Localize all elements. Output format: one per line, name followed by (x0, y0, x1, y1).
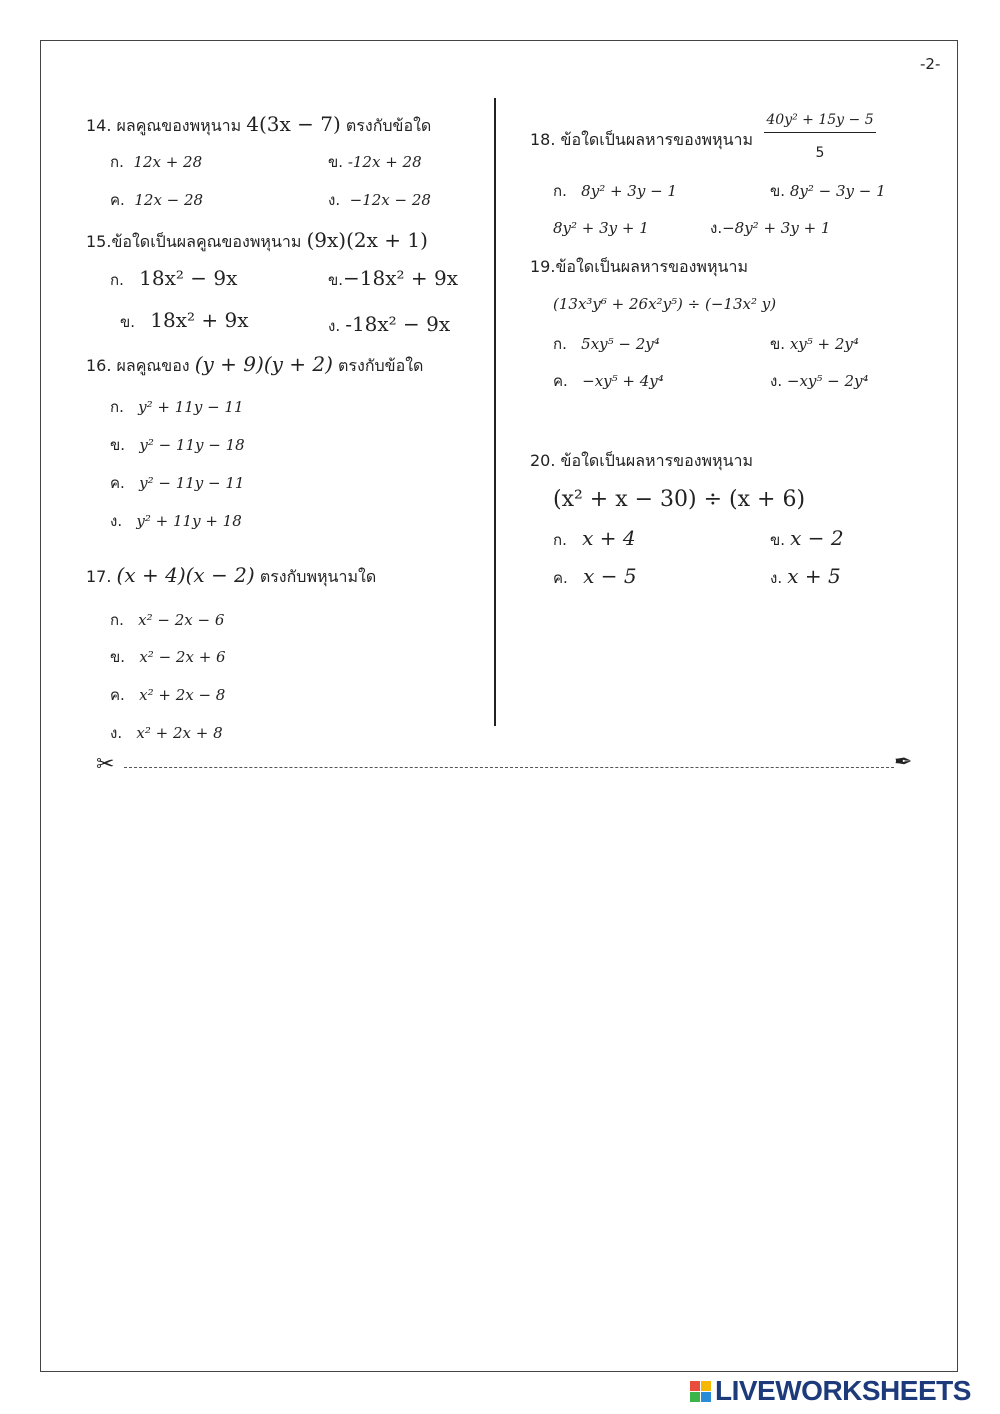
question-14-expression: 4(3x − 7) (246, 112, 341, 136)
option-value: y² + 11y + 18 (136, 512, 242, 530)
q15-option-b[interactable] (328, 268, 458, 290)
question-20 (530, 451, 753, 471)
question-16-expression: (y + 9)(y + 2) (194, 352, 333, 376)
option-value: −8y² + 3y + 1 (722, 219, 831, 237)
q16-option-c[interactable] (110, 473, 244, 493)
option-label: ก. (110, 153, 124, 171)
logo-text: LIVEWORKSHEETS (715, 1375, 971, 1406)
logo-block (701, 1392, 711, 1402)
question-14-text: 14. ผลคูณของพหุนาม (86, 116, 242, 135)
q20-option-c[interactable] (553, 566, 637, 588)
option-value: −12x − 28 (349, 191, 431, 209)
q16-option-d[interactable] (110, 511, 242, 531)
option-label: ง. (328, 317, 341, 335)
option-label: ง. (110, 512, 123, 530)
question-18-fraction (764, 112, 876, 161)
logo-block (690, 1381, 700, 1391)
option-value: x² − 2x + 6 (139, 648, 226, 666)
option-label: ก. (110, 611, 124, 629)
option-label: ก. (110, 398, 124, 416)
question-19 (530, 257, 748, 277)
question-20-text: 20. ข้อใดเป็นผลหารของพหุนาม (530, 451, 754, 470)
q19-option-d[interactable] (770, 371, 869, 391)
option-label: ค. (110, 686, 125, 704)
question-17-text: 17. (86, 567, 112, 586)
q18-option-a[interactable] (553, 181, 677, 201)
expression-text: (13x³y⁶ + 26x²y⁵) ÷ (−13x² y) (553, 295, 777, 313)
fraction-denominator: 5 (815, 145, 825, 161)
option-value: 8y² − 3y − 1 (789, 182, 886, 200)
question-17 (86, 565, 376, 587)
option-label: ข. (328, 153, 344, 171)
q18-option-c[interactable] (553, 218, 649, 238)
logo-mark-icon (690, 1381, 711, 1402)
q20-option-b[interactable] (770, 528, 844, 550)
option-value: x² + 2x + 8 (136, 724, 223, 742)
question-16-text: 16. ผลคูณของ (86, 356, 190, 375)
logo-block (690, 1392, 700, 1402)
option-value: y² + 11y − 11 (138, 398, 244, 416)
option-value: x − 5 (583, 564, 637, 588)
option-value: -18x² − 9x (345, 312, 451, 336)
option-label: ข. (120, 313, 136, 331)
option-label: ก. (553, 531, 567, 549)
q15-option-c[interactable] (120, 310, 249, 332)
option-value: 18x² + 9x (150, 308, 249, 332)
q19-option-a[interactable] (553, 334, 660, 354)
option-label: ก. (110, 271, 124, 289)
q20-option-d[interactable] (770, 566, 841, 588)
q14-option-b[interactable] (328, 152, 422, 172)
question-16-suffix: ตรงกับข้อใด (338, 356, 424, 375)
fraction-numerator: 40y² + 15y − 5 (764, 112, 876, 133)
option-value: x + 4 (582, 526, 636, 550)
option-value: x² − 2x − 6 (138, 611, 225, 629)
q15-option-a[interactable] (110, 268, 237, 290)
question-18-text: 18. ข้อใดเป็นผลหารของพหุนาม (530, 130, 754, 149)
q17-option-a[interactable] (110, 610, 224, 630)
question-19-expression (553, 294, 776, 314)
question-16 (86, 354, 423, 376)
option-value: x² + 2x − 8 (139, 686, 226, 704)
option-label: ค. (553, 569, 568, 587)
option-label: ค. (110, 191, 125, 209)
option-value: −xy⁵ + 4y⁴ (582, 372, 664, 390)
q19-option-c[interactable] (553, 371, 664, 391)
option-value: xy⁵ + 2y⁴ (789, 335, 859, 353)
q17-option-c[interactable] (110, 685, 225, 705)
option-value: 12x − 28 (134, 191, 204, 209)
question-15-text: 15.ข้อใดเป็นผลคูณของพหุนาม (86, 232, 302, 251)
option-label: ค. (110, 474, 125, 492)
option-label: ข. (328, 271, 344, 289)
q20-option-a[interactable] (553, 528, 636, 550)
liveworksheets-logo (690, 1376, 971, 1406)
question-20-expression (553, 487, 805, 513)
question-17-expression: (x + 4)(x − 2) (116, 563, 255, 587)
option-label: ง. (770, 569, 783, 587)
q14-option-a[interactable] (110, 152, 202, 172)
option-value: x + 5 (787, 564, 841, 588)
q19-option-b[interactable] (770, 334, 859, 354)
logo-block (701, 1381, 711, 1391)
question-18 (530, 130, 753, 150)
q15-option-d[interactable] (328, 314, 450, 336)
cut-line (124, 767, 894, 768)
question-14-suffix: ตรงกับข้อใด (345, 116, 432, 135)
option-value: −18x² + 9x (343, 266, 459, 290)
question-17-suffix: ตรงกับพหุนามใด (259, 567, 377, 586)
q14-option-c[interactable] (110, 190, 203, 210)
q17-option-b[interactable] (110, 647, 226, 667)
option-value: 5xy⁵ − 2y⁴ (581, 335, 660, 353)
question-15 (86, 230, 428, 252)
option-value: x − 2 (790, 526, 844, 550)
option-value: 18x² − 9x (139, 266, 238, 290)
expression-text: (x² + x − 30) ÷ (x + 6) (553, 487, 806, 512)
option-label: ง. (770, 372, 783, 390)
option-label: ง. (110, 724, 123, 742)
option-value: y² − 11y − 18 (139, 436, 245, 454)
question-15-expression: (9x)(2x + 1) (306, 228, 428, 252)
option-label: ค. (553, 372, 568, 390)
q14-option-d[interactable] (328, 190, 431, 210)
question-14 (86, 114, 431, 136)
option-label: ข. (770, 531, 786, 549)
q18-option-d[interactable] (710, 218, 830, 238)
option-value: −xy⁵ − 2y⁴ (786, 372, 869, 390)
option-label: ง. (328, 191, 341, 209)
question-19-text: 19.ข้อใดเป็นผลหารของพหุนาม (530, 257, 748, 276)
option-label: ข. (770, 182, 786, 200)
option-value: -12x + 28 (347, 153, 422, 171)
scissors-icon: ✂ (96, 752, 115, 777)
option-value: y² − 11y − 11 (139, 474, 245, 492)
pen-icon: ✒ (894, 750, 913, 775)
option-label: ก. (553, 182, 567, 200)
q16-option-a[interactable] (110, 397, 244, 417)
q17-option-d[interactable] (110, 723, 223, 743)
option-value: 12x + 28 (133, 153, 203, 171)
q18-option-b[interactable] (770, 181, 886, 201)
option-label: ข. (770, 335, 786, 353)
option-label: ก. (553, 335, 567, 353)
page-number: -2- (920, 55, 941, 73)
option-label: ข. (110, 648, 126, 666)
option-value: 8y² + 3y + 1 (553, 219, 649, 237)
option-label: ข. (110, 436, 126, 454)
option-label: ง. (710, 219, 723, 237)
column-divider (494, 98, 496, 726)
option-value: 8y² + 3y − 1 (581, 182, 677, 200)
q16-option-b[interactable] (110, 435, 245, 455)
